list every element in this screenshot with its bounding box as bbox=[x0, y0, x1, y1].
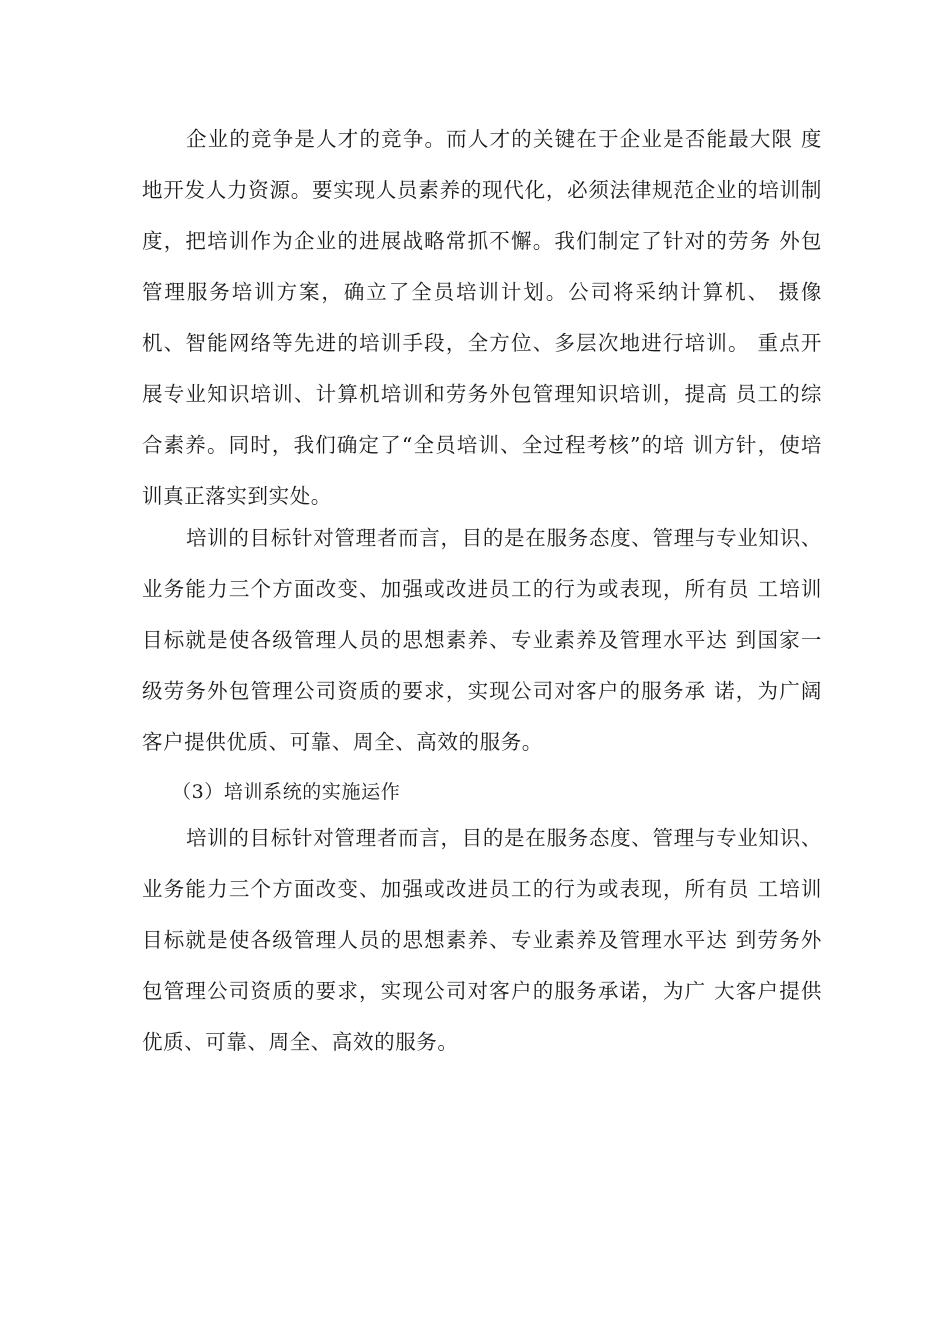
body-paragraph: 企业的竞争是人才的竞争。而人才的关键在于企业是否能最大限 度地开发人力资源。要实现人员素养的现代化，必须法律规范企业的培训制度，把培训作为企业的进展战略常抓不懈。我们制定了针对的劳务 外包管理服务培训方案，确立了全员培训计划。公司将采纳计算机、 摄像机、智能网络等先进的培训手段，全方位、多层次地进行培训。 重点开展专业知识培训、计算机培训和劳务外包管理知识培训，提高 员工的综合素养。同时，我们确定了“全员培训、全过程考核”的培 训方针，使培训真正落实到实处。 bbox=[142, 127, 822, 508]
body-paragraph: 培训的目标针对管理者而言，目的是在服务态度、管理与专业知识、业务能力三个方面改变、加强或改进员工的行为或表现，所有员 工培训目标就是使各级管理人员的思想素养、专业素养及管理水平达 到国家一级劳务外包管理公司资质的要求，实现公司对客户的服务承 诺，为广阔客户提供优质、可靠、周全、高效的服务。 bbox=[142, 526, 822, 754]
body-paragraph: 培训的目标针对管理者而言，目的是在服务态度、管理与专业知识、业务能力三个方面改变、加强或改进员工的行为或表现，所有员 工培训目标就是使各级管理人员的思想素养、专业素养及管理水平达 到劳务外包管理公司资质的要求，实现公司对客户的服务承诺，为广 大客户提供优质、可靠、周全、高效的服务。 bbox=[142, 826, 822, 1054]
section-heading: （3）培训系统的实施运作 bbox=[172, 781, 401, 803]
